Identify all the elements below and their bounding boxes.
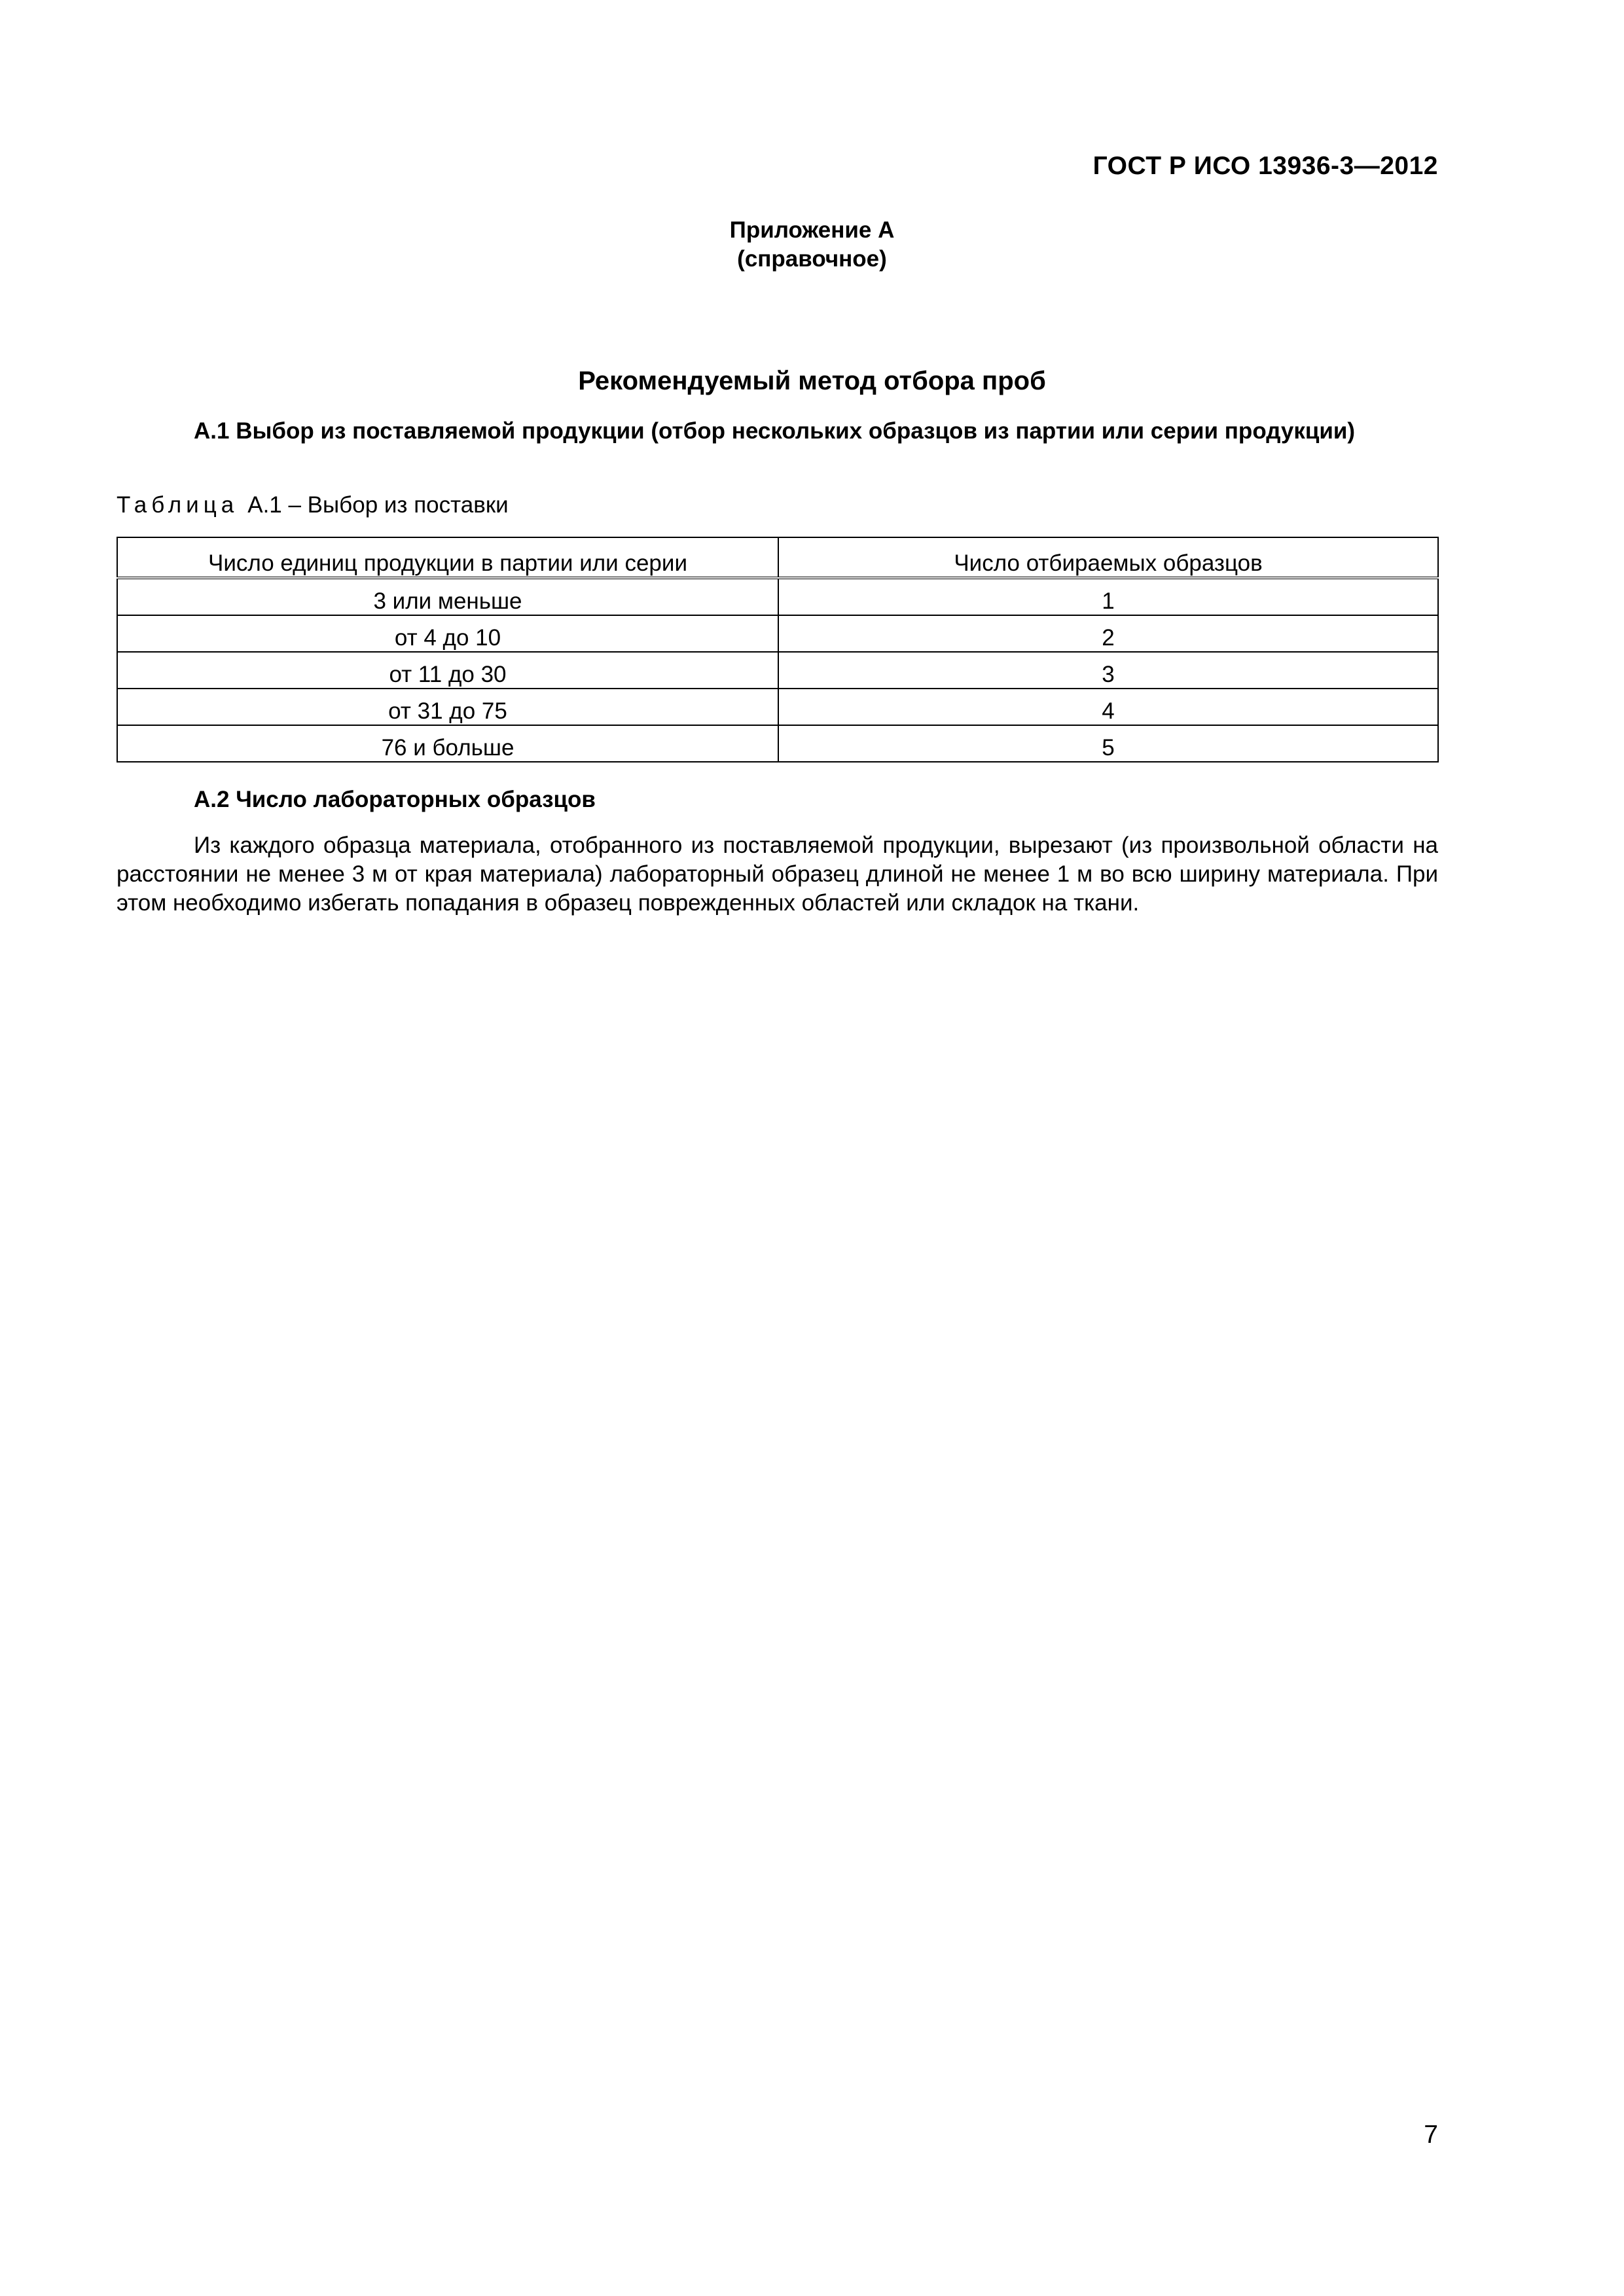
table-cell: 4 [778, 689, 1438, 725]
subsection-a2-heading: А.2 Число лабораторных образцов [194, 787, 596, 812]
table-caption-text: А.1 – Выбор из поставки [247, 492, 509, 518]
table-row [117, 652, 1438, 689]
appendix-heading [0, 216, 1624, 274]
appendix-type: (справочное) [737, 246, 887, 272]
table-row [117, 689, 1438, 725]
subsection-a1-heading: А.1 Выбор из поставляемой продукции (отбор нескольких образцов из партии или серии продукции) [194, 418, 1356, 444]
table-row [117, 725, 1438, 762]
subsection-a2-paragraph: Из каждого образца материала, отобранного из поставляемой продукции, вырезают (из произвольной области на расстоянии не менее 3 м от края материала) лабораторный образец длиной не менее 1 м во всю ширину материала. При этом необходимо избегать попадания в образец поврежденных областей или складок на ткани. [117, 833, 1438, 916]
table-header-row [117, 537, 1438, 578]
table-header-cell: Число отбираемых образцов [778, 537, 1438, 578]
table-cell: от 4 до 10 [117, 615, 778, 652]
table-cell: 5 [778, 725, 1438, 762]
table-cell: 1 [778, 578, 1438, 615]
table-cell: 3 [778, 652, 1438, 689]
section-title: Рекомендуемый метод отбора проб [578, 367, 1046, 395]
table-cell: от 11 до 30 [117, 652, 778, 689]
appendix-title: Приложение А [729, 217, 895, 243]
standard-code: ГОСТ Р ИСО 13936-3—2012 [1092, 152, 1438, 180]
table-caption [117, 492, 509, 518]
table-cell: от 31 до 75 [117, 689, 778, 725]
sampling-table [117, 537, 1439, 762]
table-header-cell: Число единиц продукции в партии или серии [117, 537, 778, 578]
table-row [117, 615, 1438, 652]
table-cell: 76 и больше [117, 725, 778, 762]
page-number: 7 [1424, 2121, 1438, 2149]
table-cell: 3 или меньше [117, 578, 778, 615]
table-caption-word: Таблица [117, 492, 239, 518]
table-row [117, 578, 1438, 615]
table-cell: 2 [778, 615, 1438, 652]
